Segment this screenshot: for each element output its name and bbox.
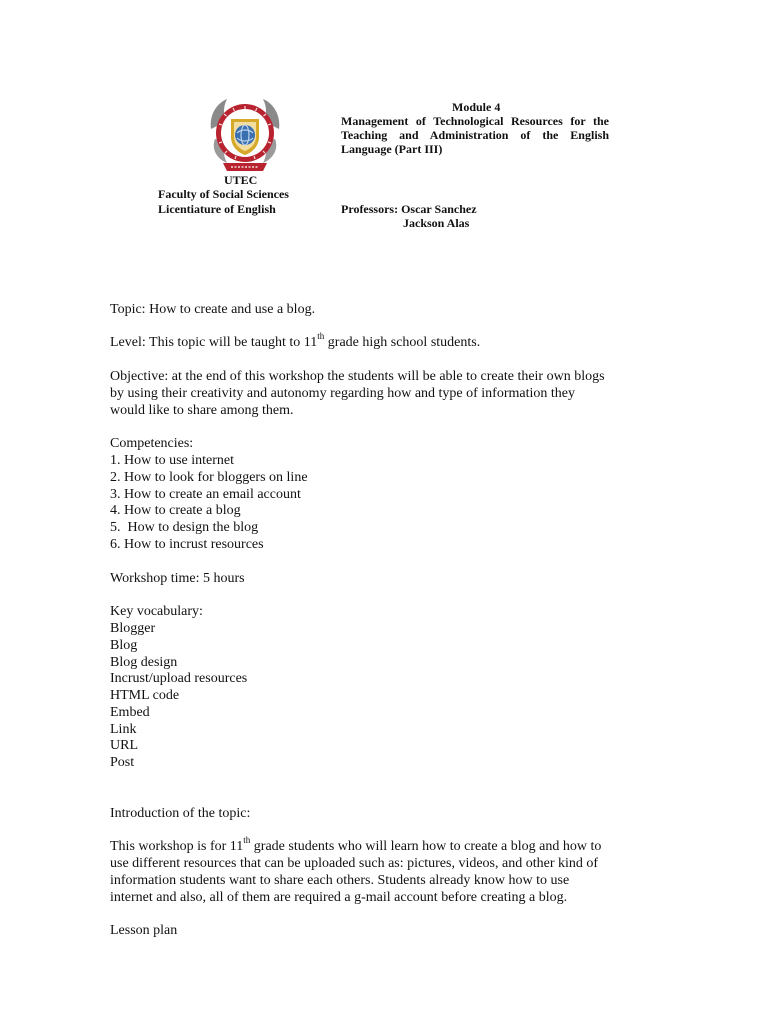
introduction-line-4: internet and also, all of them are required a g-mail account before creating a blog. [110, 890, 568, 905]
introduction-text: This workshop is for 11 [110, 839, 244, 854]
level-text-end: grade high school students. [324, 335, 481, 350]
introduction-superscript: th [243, 835, 251, 846]
faculty-name: Faculty of Social Sciences [158, 187, 289, 201]
program-name: Licentiature of English [158, 202, 276, 216]
vocabulary-item: Blogger [110, 621, 156, 636]
topic-label: Topic: [110, 302, 146, 317]
professor-second: Jackson Alas [403, 216, 470, 230]
vocabulary-item: Link [110, 722, 137, 737]
introduction-text-end: grade students who will learn how to create a blog and how to [250, 839, 602, 854]
objective-line-3: would like to share among them. [110, 403, 294, 418]
course-title-line-2: Teaching and Administration of the English [341, 128, 609, 142]
vocabulary-heading: Key vocabulary: [110, 604, 203, 619]
university-crest-icon [205, 93, 285, 175]
introduction-heading: Introduction of the topic: [110, 806, 251, 821]
competency-item: 5. How to design the blog [110, 520, 259, 535]
objective-line-1: Objective: at the end of this workshop the students will be able to create their own blogs [110, 369, 605, 384]
vocabulary-item: Embed [110, 705, 150, 720]
competency-item: 6. How to incrust resources [110, 537, 264, 552]
course-title-line-1: Management of Technological Resources for the [341, 114, 609, 128]
level-label: Level: [110, 335, 146, 350]
vocabulary-item: Blog design [110, 655, 178, 670]
vocabulary-item: HTML code [110, 688, 180, 703]
competency-item: 1. How to use internet [110, 453, 235, 468]
workshop-time-line [110, 570, 245, 587]
topic-line [110, 301, 315, 318]
competency-item: 3. How to create an email account [110, 487, 301, 502]
introduction-line-1 [110, 835, 602, 855]
vocabulary-item: Incrust/upload resources [110, 671, 248, 686]
workshop-time-label: Workshop time: [110, 571, 200, 586]
level-line [110, 331, 481, 351]
lesson-plan-heading: Lesson plan [110, 923, 178, 938]
objective-line-2: by using their creativity and autonomy regarding how and type of information they [110, 386, 575, 401]
vocabulary-item: URL [110, 738, 138, 753]
level-superscript: th [317, 331, 325, 342]
module-title: Module 4 [452, 100, 501, 114]
competency-item: 2. How to look for bloggers on line [110, 470, 308, 485]
level-text: This topic will be taught to 11 [149, 335, 318, 350]
introduction-line-3: information students want to share each others. Students already know how to use [110, 873, 570, 888]
topic-value: How to create and use a blog. [149, 302, 316, 317]
competency-item: 4. How to create a blog [110, 503, 241, 518]
workshop-time-value: 5 hours [202, 571, 245, 586]
vocabulary-item: Blog [110, 638, 138, 653]
course-title-line-3: Language (Part III) [341, 142, 443, 156]
professors-line: Professors: Oscar Sanchez [341, 202, 477, 216]
vocabulary-item: Post [110, 755, 135, 770]
introduction-line-2: use different resources that can be uploaded such as: pictures, videos, and other kind of [110, 856, 599, 871]
institution-name: UTEC [224, 173, 258, 187]
competencies-heading: Competencies: [110, 436, 194, 451]
